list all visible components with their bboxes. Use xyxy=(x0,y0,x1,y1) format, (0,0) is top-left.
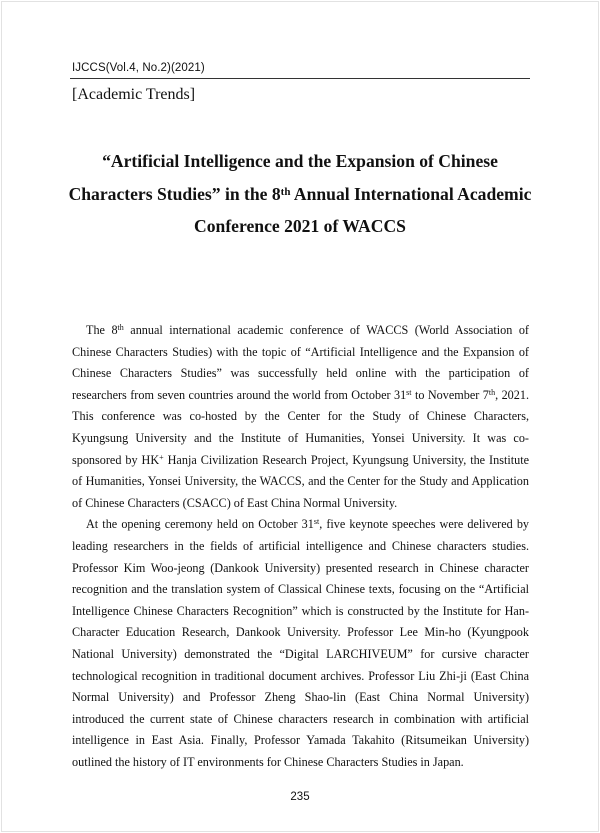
p1-sup-3: th xyxy=(488,387,496,397)
p2-sup-1: st xyxy=(313,517,320,527)
p1-sup-4: + xyxy=(159,452,164,462)
p1-text-1: The 8 xyxy=(86,323,118,337)
page-number: 235 xyxy=(290,791,310,803)
title-text-part1: “Artificial Intelligence and the Expansion of Chinese Characters Studies” in the 8 xyxy=(68,151,498,204)
header-rule xyxy=(70,78,530,79)
p2-text-1: At the opening ceremony held on October 31 xyxy=(86,517,314,532)
title-text-part2: Annual International Academic Conference 2021 of WACCS xyxy=(194,183,532,236)
p1-text-2: annual international academic conference of WACCS (World Association of Chinese Characters Studies) with the topic of “Artificial Intelligence and the Expansion of Chinese Characters Studies” was successfully held online with the participation of researchers from seven countries around the world from October 31 xyxy=(72,323,529,402)
article-title xyxy=(60,145,540,243)
p2-text-2: , five keynote speeches were delivered by leading researchers in the fields of artificial intelligence and Chinese characters studies. Professor Kim Woo-jeong (Dankook University) presented research in Chinese character recognition and the translation system of Classical Chinese texts, focusing on the “Artificial Intelligence Chinese Characters Recognition” which is constructed by the Institute for Han-Character Education Research, Dankook University. Professor Lee Min-ho (Kyungpook National University) demonstrated the “Digital LARCHIVEUM” for cursive character technological recognition in traditional document archives. Professor Liu Zhi-ji (East China Normal University) and Professor Zheng Shao-lin (East China Normal University) introduced the current state of Chinese characters research in combination with artificial intelligence in East Asia. Finally, Professor Yamada Takahito (Ritsumeikan University) outlined the history of IT environments for Chinese Characters Studies in Japan. xyxy=(72,517,530,769)
p1-sup-1: th xyxy=(117,323,124,332)
article-body xyxy=(72,320,529,773)
journal-identifier: IJCCS(Vol.4, No.2)(2021) xyxy=(72,62,205,74)
p1-text-5: Hanja Civilization Research Project, Kyungsung University, the Institute of Humanities, Yonsei University, the WACCS, and the Center for the Study and Application of Chinese Characters (CSACC) of East China Normal University. xyxy=(72,452,529,510)
p1-text-3: to November 7 xyxy=(411,387,489,402)
section-label: [Academic Trends] xyxy=(72,86,196,103)
p1-sup-2: st xyxy=(406,387,412,397)
p1-text-4: , 2021. This conference was co-hosted by the Center for the Study of Chinese Characters, Kyungsung University and the Institute of Humanities, Yonsei University. It was co-sponsored by HK xyxy=(72,387,530,467)
title-superscript: th xyxy=(280,185,291,198)
body-paragraph-2 xyxy=(72,514,529,773)
body-paragraph-1 xyxy=(72,320,529,514)
